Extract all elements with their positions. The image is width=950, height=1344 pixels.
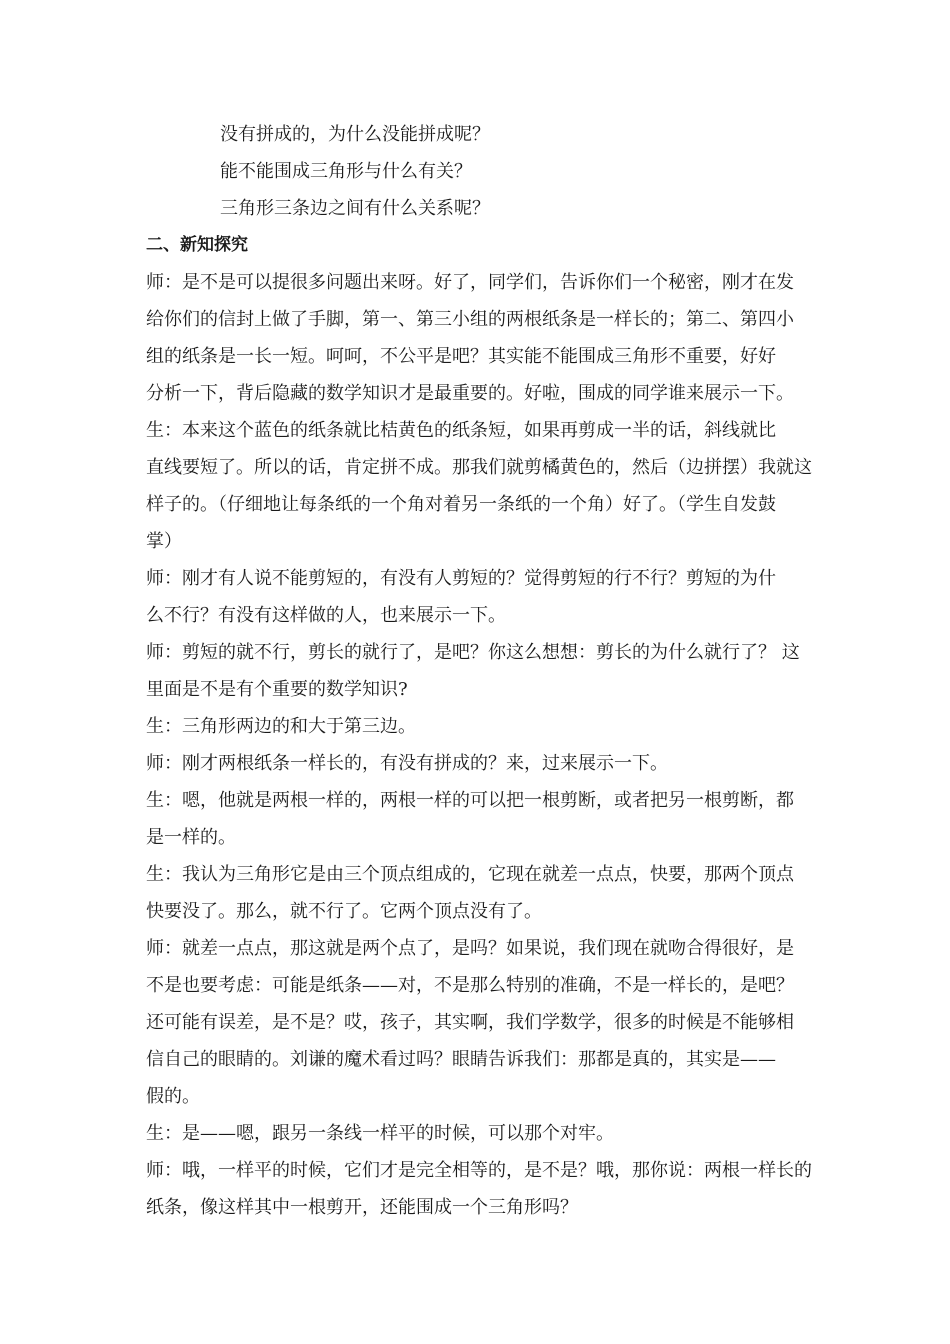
document-page xyxy=(146,116,810,1226)
text-line: 组的纸条是一长一短。呵呵，不公平是吧？其实能不能围成三角形不重要，好好 xyxy=(146,346,776,367)
text-line: 是一样的。 xyxy=(146,827,236,848)
section-heading: 二、新知探究 xyxy=(146,235,248,255)
text-line: 直线要短了。所以的话，肯定拼不成。那我们就剪橘黄色的，然后（边拼摆）我就这 xyxy=(146,457,812,478)
text-line: 师：就差一点点，那这就是两个点了，是吗？如果说，我们现在就吻合得很好，是 xyxy=(146,938,794,959)
text-line: 掌） xyxy=(146,531,182,552)
text-line: 生：嗯，他就是两根一样的，两根一样的可以把一根剪断，或者把另一根剪断，都 xyxy=(146,790,794,811)
text-line: 生：三角形两边的和大于第三边。 xyxy=(146,716,416,737)
text-line: 样子的。（仔细地让每条纸的一个角对着另一条纸的一个角）好了。（学生自发鼓 xyxy=(146,494,776,515)
text-line: 师：哦，一样平的时候，它们才是完全相等的，是不是？哦，那你说：两根一样长的 xyxy=(146,1160,812,1181)
text-line: 纸条，像这样其中一根剪开，还能围成一个三角形吗？ xyxy=(146,1197,578,1218)
text-line: 给你们的信封上做了手脚，第一、第三小组的两根纸条是一样长的；第二、第四小 xyxy=(146,309,794,330)
text-line: 里面是不是有个重要的数学知识? xyxy=(146,679,408,700)
question-line: 能不能围成三角形与什么有关？ xyxy=(220,161,472,182)
text-line: 快要没了。那么，就不行了。它两个顶点没有了。 xyxy=(146,901,542,922)
text-line: 假的。 xyxy=(146,1086,200,1107)
text-line: 生：本来这个蓝色的纸条就比桔黄色的纸条短，如果再剪成一半的话，斜线就比 xyxy=(146,420,776,441)
text-line: 生：是——嗯，跟另一条线一样平的时候，可以那个对牢。 xyxy=(146,1123,614,1144)
text-line: 师：刚才有人说不能剪短的，有没有人剪短的？觉得剪短的行不行？剪短的为什 xyxy=(146,568,776,589)
question-line: 三角形三条边之间有什么关系呢？ xyxy=(220,198,490,219)
text-line: 生：我认为三角形它是由三个顶点组成的，它现在就差一点点，快要，那两个顶点 xyxy=(146,864,794,885)
text-line: 么不行？有没有这样做的人，也来展示一下。 xyxy=(146,605,506,626)
text-line: 分析一下，背后隐藏的数学知识才是最重要的。好啦，围成的同学谁来展示一下。 xyxy=(146,383,794,404)
text-line: 不是也要考虑：可能是纸条——对，不是那么特别的准确，不是一样长的，是吧？ xyxy=(146,975,794,996)
text-line: 师：是不是可以提很多问题出来呀。好了，同学们，告诉你们一个秘密，刚才在发 xyxy=(146,272,794,293)
text-line: 还可能有误差，是不是？哎，孩子，其实啊，我们学数学，很多的时候是不能够相 xyxy=(146,1012,794,1033)
text-line: 师：剪短的就不行，剪长的就行了，是吧？你这么想想：剪长的为什么就行了？ 这 xyxy=(146,642,800,663)
question-line: 没有拼成的，为什么没能拼成呢？ xyxy=(220,124,490,145)
text-line: 师：刚才两根纸条一样长的，有没有拼成的？来，过来展示一下。 xyxy=(146,753,668,774)
text-line: 信自己的眼睛的。刘谦的魔术看过吗？眼睛告诉我们：那都是真的，其实是—— xyxy=(146,1049,776,1070)
